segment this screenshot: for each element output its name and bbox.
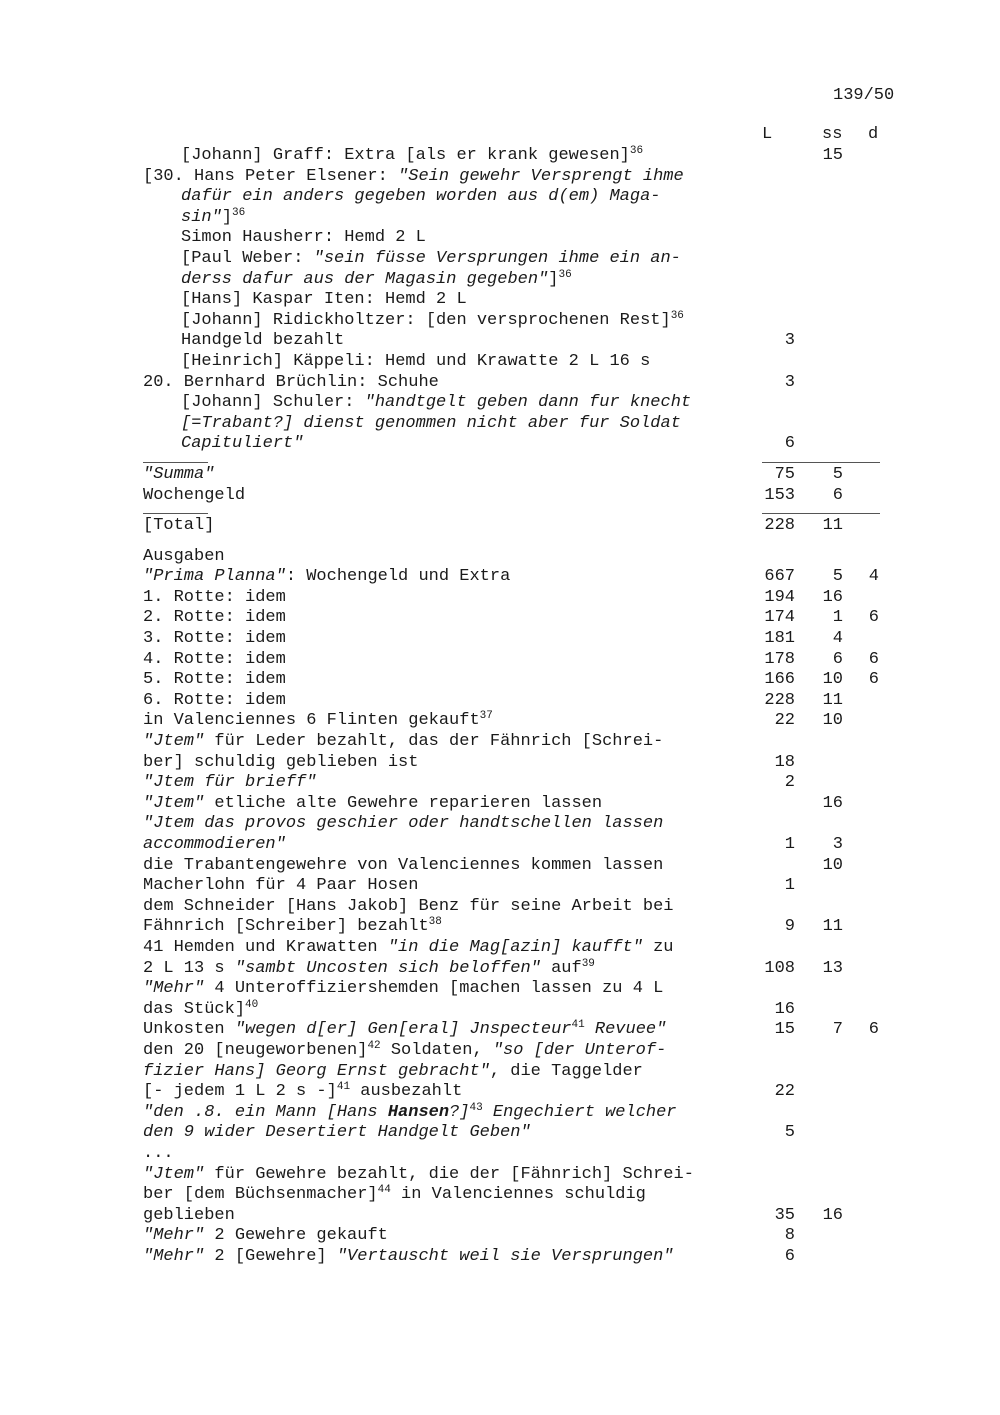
- entry-text: ...: [143, 1143, 174, 1163]
- entry-text: "Mehr" 4 Unteroffiziershemden [machen lassen zu 4 L: [143, 979, 664, 999]
- ledger-row: [143, 249, 903, 270]
- amount-sols: 10: [822, 855, 843, 875]
- ledger-table: [143, 146, 903, 1267]
- ledger-row: [143, 486, 903, 507]
- ledger-row: [143, 959, 903, 980]
- amount-livres: 228: [764, 516, 795, 536]
- entry-text: 20. Bernhard Brüchlin: Schuhe: [143, 372, 439, 392]
- amount-sols: 11: [822, 516, 843, 536]
- amount-deniers: 6: [868, 1020, 879, 1040]
- ledger-row: [143, 588, 903, 609]
- entry-text: 5. Rotte: idem: [143, 670, 286, 690]
- entry-text: Ausgaben: [143, 546, 225, 566]
- entry-text: [30. Hans Peter Elsener: "Sein gewehr Versprengt ihme: [143, 166, 684, 186]
- rule-line: [762, 462, 880, 463]
- amount-livres: 166: [764, 670, 795, 690]
- amount-livres: 5: [784, 1123, 795, 1143]
- amount-sols: 7: [832, 1020, 843, 1040]
- entry-text: Handgeld bezahlt: [181, 331, 345, 351]
- amount-sols: 11: [822, 917, 843, 937]
- amount-livres: 75: [774, 464, 795, 484]
- entry-text: das Stück]$^{40}$: [143, 998, 259, 1019]
- entry-text: in Valenciennes 6 Flinten gekauft$^{37}$: [143, 710, 493, 731]
- ledger-row: [143, 917, 903, 938]
- ledger-row: [143, 938, 903, 959]
- entry-text: Unkosten "wegen d[er] Gen[eral] Jnspecteur$^{41}$ Revuee": [143, 1019, 667, 1040]
- entry-text: [Hans] Kaspar Iten: Hemd 2 L: [181, 290, 467, 310]
- col-head-L: L: [762, 125, 773, 144]
- ledger-row: [143, 1206, 903, 1227]
- ledger-row: [143, 753, 903, 774]
- amount-livres: 2: [784, 773, 795, 793]
- ledger-row: [143, 331, 903, 352]
- ledger-row: [143, 414, 903, 435]
- ledger-row: [143, 167, 903, 188]
- amount-sols: 16: [822, 1205, 843, 1225]
- amount-livres: 174: [764, 608, 795, 628]
- entry-text: "Mehr" 2 Gewehre gekauft: [143, 1226, 388, 1246]
- ledger-row: [143, 1185, 903, 1206]
- spacer-row: [143, 506, 903, 516]
- amount-livres: 3: [784, 331, 795, 351]
- entry-text: [Johann] Schuler: "handtgelt geben dann fur knecht: [181, 393, 692, 413]
- ledger-row: [143, 814, 903, 835]
- amount-livres: 9: [784, 917, 795, 937]
- ledger-row: [143, 373, 903, 394]
- amount-livres: 22: [774, 711, 795, 731]
- ledger-row: [143, 311, 903, 332]
- ledger-row: [143, 1020, 903, 1041]
- amount-livres: 178: [764, 649, 795, 669]
- entry-text: ber [dem Büchsenmacher]$^{44}$ in Valenciennes schuldig: [143, 1184, 646, 1205]
- ledger-row: [143, 1000, 903, 1021]
- amount-sols: 13: [822, 958, 843, 978]
- ledger-row: [143, 1082, 903, 1103]
- amount-livres: 8: [784, 1226, 795, 1246]
- entry-text: 3. Rotte: idem: [143, 629, 286, 649]
- ledger-row: [143, 567, 903, 588]
- entry-text: [- jedem 1 L 2 s -]$^{41}$ ausbezahlt: [143, 1081, 463, 1102]
- entry-text: fizier Hans] Georg Ernst gebracht", die Taggelder: [143, 1061, 643, 1081]
- entry-text: "Mehr" 2 [Gewehre] "Vertauscht weil sie Versprungen": [143, 1246, 674, 1266]
- entry-text: ber] schuldig geblieben ist: [143, 752, 419, 772]
- ledger-row: [143, 979, 903, 1000]
- amount-sols: 6: [832, 485, 843, 505]
- ledger-row: [143, 794, 903, 815]
- ledger-row: [143, 434, 903, 455]
- amount-livres: 15: [774, 1020, 795, 1040]
- ledger-row: [143, 1103, 903, 1124]
- ledger-row: [143, 290, 903, 311]
- ledger-row: [143, 1165, 903, 1186]
- entry-text: "Jtem" für Leder bezahlt, das der Fähnrich [Schrei-: [143, 732, 664, 752]
- amount-livres: 22: [774, 1082, 795, 1102]
- column-headers: [0, 125, 1000, 147]
- entry-text: 41 Hemden und Krawatten "in die Mag[azin] kaufft" zu: [143, 937, 674, 957]
- entry-text: Macherlohn für 4 Paar Hosen: [143, 876, 419, 896]
- ledger-row: [143, 352, 903, 373]
- amount-livres: 228: [764, 690, 795, 710]
- ledger-row: [143, 228, 903, 249]
- amount-deniers: 4: [868, 567, 879, 587]
- entry-text: sin"]$^{36}$: [181, 206, 246, 227]
- ledger-row: [143, 270, 903, 291]
- amount-livres: 667: [764, 567, 795, 587]
- entry-text: den 20 [neugeworbenen]$^{42}$ Soldaten, "so [der Unterof-: [143, 1039, 667, 1060]
- entry-text: "Prima Planna": Wochengeld und Extra: [143, 567, 511, 587]
- entry-text: accommodieren": [143, 835, 286, 854]
- ledger-row: [143, 629, 903, 650]
- entry-text: Simon Hausherr: Hemd 2 L: [181, 228, 426, 248]
- ledger-row: [143, 835, 903, 856]
- entry-text: "Summa": [143, 464, 215, 484]
- amount-livres: 16: [774, 999, 795, 1019]
- ledger-row: [143, 1247, 903, 1268]
- amount-livres: 194: [764, 587, 795, 607]
- amount-livres: 35: [774, 1205, 795, 1225]
- entry-text: den 9 wider Desertiert Handgelt Geben": [143, 1123, 531, 1143]
- amount-deniers: 6: [868, 608, 879, 628]
- amount-livres: 6: [784, 434, 795, 454]
- entry-text: derss dafur aus der Magasin gegeben"]$^{36}$: [181, 268, 572, 289]
- ledger-row: [143, 1041, 903, 1062]
- ledger-row: [143, 547, 903, 568]
- entry-text: [Johann] Ridickholtzer: [den versprochenen Rest]$^{36}$: [181, 309, 684, 330]
- entry-text: geblieben: [143, 1205, 235, 1225]
- ledger-row: [143, 856, 903, 877]
- entry-text: "Jtem für brieff": [143, 773, 317, 793]
- entry-text: Wochengeld: [143, 485, 246, 505]
- entry-text: 4. Rotte: idem: [143, 649, 286, 669]
- ledger-row: [143, 608, 903, 629]
- entry-text: 2 L 13 s "sambt Uncosten sich beloffen" auf$^{39}$: [143, 957, 595, 978]
- entry-text: [Paul Weber: "sein füsse Versprungen ihme ein an-: [181, 248, 681, 268]
- amount-sols: 10: [822, 711, 843, 731]
- entry-text: "Jtem" für Gewehre bezahlt, die der [Fähnrich] Schrei-: [143, 1164, 694, 1184]
- ledger-row: [143, 670, 903, 691]
- entry-text: 2. Rotte: idem: [143, 608, 286, 628]
- ledger-row: [143, 1123, 903, 1144]
- entry-text: "Jtem das provos geschier oder handtschellen lassen: [143, 814, 664, 834]
- col-head-d: d: [868, 125, 879, 144]
- spacer-row: [143, 537, 903, 547]
- amount-sols: 5: [832, 567, 843, 587]
- ledger-row: [143, 1062, 903, 1083]
- amount-sols: 16: [822, 587, 843, 607]
- amount-sols: 5: [832, 464, 843, 484]
- entry-text: 6. Rotte: idem: [143, 690, 286, 710]
- entry-text: Capituliert": [181, 434, 304, 454]
- entry-text: dem Schneider [Hans Jakob] Benz für seine Arbeit bei: [143, 896, 674, 916]
- ledger-row: [143, 1226, 903, 1247]
- amount-livres: 1: [784, 876, 795, 896]
- amount-deniers: 6: [868, 649, 879, 669]
- amount-sols: 15: [822, 146, 843, 165]
- entry-text: dafür ein anders gegeben worden aus d(em) Maga-: [181, 187, 661, 207]
- entry-text: "Jtem" etliche alte Gewehre reparieren lassen: [143, 793, 603, 813]
- entry-text: Fähnrich [Schreiber] bezahlt$^{38}$: [143, 916, 442, 937]
- amount-livres: 18: [774, 752, 795, 772]
- ledger-row: [143, 516, 903, 537]
- entry-text: [Total]: [143, 516, 215, 536]
- amount-sols: 6: [832, 649, 843, 669]
- ledger-row: [143, 208, 903, 229]
- amount-sols: 1: [832, 608, 843, 628]
- amount-livres: 3: [784, 372, 795, 392]
- amount-deniers: 6: [868, 670, 879, 690]
- rule-line: [143, 513, 208, 514]
- amount-livres: 108: [764, 958, 795, 978]
- col-head-ss: ss: [822, 125, 843, 144]
- ledger-row: [143, 732, 903, 753]
- amount-sols: 4: [832, 629, 843, 649]
- rule-line: [762, 513, 880, 514]
- amount-sols: 11: [822, 690, 843, 710]
- ledger-row: [143, 773, 903, 794]
- entry-text: "den .8. ein Mann [Hans Hansen?]$^{43}$ Engechiert welcher: [143, 1101, 677, 1122]
- ledger-row: [143, 187, 903, 208]
- ledger-row: [143, 691, 903, 712]
- ledger-row: [143, 1144, 903, 1165]
- entry-text: 1. Rotte: idem: [143, 587, 286, 607]
- amount-sols: 10: [822, 670, 843, 690]
- ledger-row: [143, 897, 903, 918]
- entry-text: die Trabantengewehre von Valenciennes kommen lassen: [143, 855, 664, 875]
- entry-text: [=Trabant?] dienst genommen nicht aber fur Soldat: [181, 413, 681, 433]
- page-number: 139/50: [833, 86, 895, 105]
- amount-livres: 6: [784, 1246, 795, 1266]
- rule-line: [143, 462, 208, 463]
- amount-sols: 3: [832, 835, 843, 854]
- ledger-row: [143, 146, 903, 167]
- ledger-row: [143, 650, 903, 671]
- ledger-row: [143, 393, 903, 414]
- amount-livres: 181: [764, 629, 795, 649]
- amount-sols: 16: [822, 793, 843, 813]
- entry-text: [Heinrich] Käppeli: Hemd und Krawatte 2 L 16 s: [181, 351, 651, 371]
- entry-text: [Johann] Graff: Extra [als er krank gewesen]$^{36}$: [181, 145, 644, 165]
- amount-livres: 1: [784, 835, 795, 854]
- ledger-row: [143, 465, 903, 486]
- amount-livres: 153: [764, 485, 795, 505]
- ledger-row: [143, 876, 903, 897]
- ledger-row: [143, 711, 903, 732]
- spacer-row: [143, 455, 903, 465]
